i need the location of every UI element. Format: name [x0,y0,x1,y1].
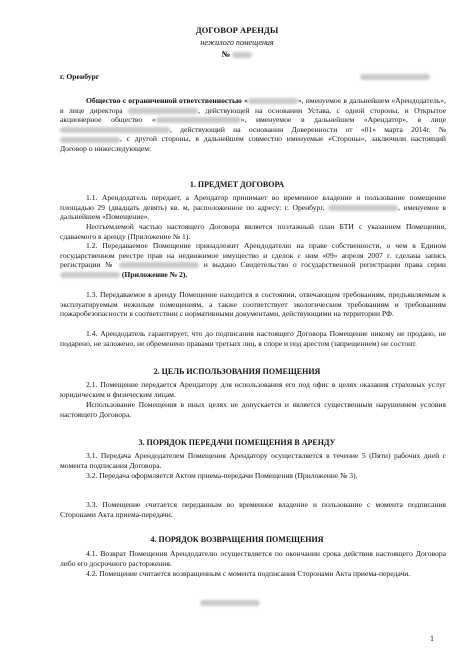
intro-text-3: , действующей на основании Устава, с одной стороны, и Открытое акционерное общество « [60,105,446,125]
clause-text: , именуемое в дальнейшем «Помещение». [60,202,447,222]
redacted [128,108,198,114]
clause-text: и выдано Свидетельство о государственной регистрации права серии [203,260,446,270]
clause-3-3: 3.3. Помещение считается переданным во временное владение и пользование с момента подписания Сторонами Акта приема-передачи. [60,500,446,519]
clause-text: 1.1. Арендодатель передает, а Арендатор принимает во временное владение и пользование помещение площадью 29 (двадцать девять) кв. м, расположенное по адресу: г. Оренбург, [60,193,446,212]
city: г. Оренбург [60,72,100,81]
intro-text-5: , действующий на основании Доверенности от «01» марта 2014г. № [170,124,446,134]
redacted [60,272,120,278]
intro-paragraph [60,96,446,154]
redacted [156,117,241,123]
document-title: ДОГОВОР АРЕНДЫ [195,25,279,35]
intro-text-2: », именуемое в дальнейшем «Арендодатель», в лице директора [60,96,446,115]
clause-4-2: 4.2. Помещение считается возвращенным с момента подписания Сторонами Акта приема-передачи. [86,569,411,578]
clause-3-2: 3.2. Передача оформляется Актом приема-передачи Помещения (Приложение № 3). [86,471,358,480]
redacted-signature-area [200,600,260,606]
redacted [328,205,398,211]
redacted-number [232,52,252,58]
clause-2-1: 2.1. Помещение передается Арендатору для использования его под офис в целях оказания страховых услуг юридическим и физическим лицам. [60,380,446,399]
section-4-heading: 4. ПОРЯДОК ВОЗВРАЩЕНИЯ ПОМЕЩЕНИЯ [150,535,324,544]
redacted [119,262,199,268]
clause-1-4: 1.4. Арендодатель гарантирует, что до подписания настоящего Договора Помещение никому не продано, не подарено, не заложено, не обременено правами третьих лиц, в споре и под арестом (запрещением) не состоит. [60,329,446,348]
clause-3-1: 3.1. Передача Арендодателем Помещения Арендатору осуществляется в течение 5 (Пяти) рабочих дней с момента подписания Договора. [60,451,446,470]
document-subtitle: нежилого помещения [200,38,274,47]
clause-1-1-note: Неотъемлемой частью настоящего Договора является поэтажный план БТИ с указанием Помещения, сдаваемого в аренду (Приложение № 1). [60,222,446,241]
section-3-heading: 3. ПОРЯДОК ПЕРЕДАЧИ ПОМЕЩЕНИЯ В АРЕНДУ [138,438,336,447]
redacted-date [360,74,430,80]
intro-text-4: », именуемое в дальнейшем «Арендатор», в лице [240,115,446,125]
contract-number [0,50,474,60]
clause-text: (Приложение № 2). [121,269,188,279]
clause-1-2 [60,241,446,279]
redacted [60,137,120,143]
clause-text: 1.2. Передаваемое Помещение принадлежит Арендодателю на праве собственности, о чем в Едином государственном реестре прав на недвижимое имущество и сделок с ним «09» апреля 2007 г. сделана запись регистрации № [60,241,446,270]
clause-1-3: 1.3. Передаваемое в аренду Помещение находится в состоянии, отвечающем требованиям, предъявляемым к эксплуатируемым нежилым помещениям, а также соответствует экологическим требованиям и требованиям пожаробезопасности в соответствии с нормативными документами, действующими на территории РФ. [60,290,446,319]
page-number: 1 [430,634,434,643]
number-label: № [221,49,231,59]
intro-text-1: Общество с ограниченной ответственностью « [86,96,248,105]
redacted [60,127,170,133]
intro-text-6: , с другой стороны, в дальнейшем совместно именуемые «Стороны», заключили настоящий Договор о нижеследующем: [60,134,446,153]
section-2-heading: 2. ЦЕЛЬ ИСПОЛЬЗОВАНИЯ ПОМЕЩЕНИЯ [153,367,321,376]
clause-4-1: 4.1. Возврат Помещения Арендодателю осуществляется по окончании срока действия настоящего Договора либо его досрочного расторжения. [60,549,446,568]
redacted [248,98,298,104]
section-1-heading: 1. ПРЕДМЕТ ДОГОВОРА [189,180,285,189]
clause-1-1 [60,193,446,222]
clause-2-note: Использование Помещения в иных целях не допускается и является существенным нарушением условия настоящего Договора. [60,400,446,419]
